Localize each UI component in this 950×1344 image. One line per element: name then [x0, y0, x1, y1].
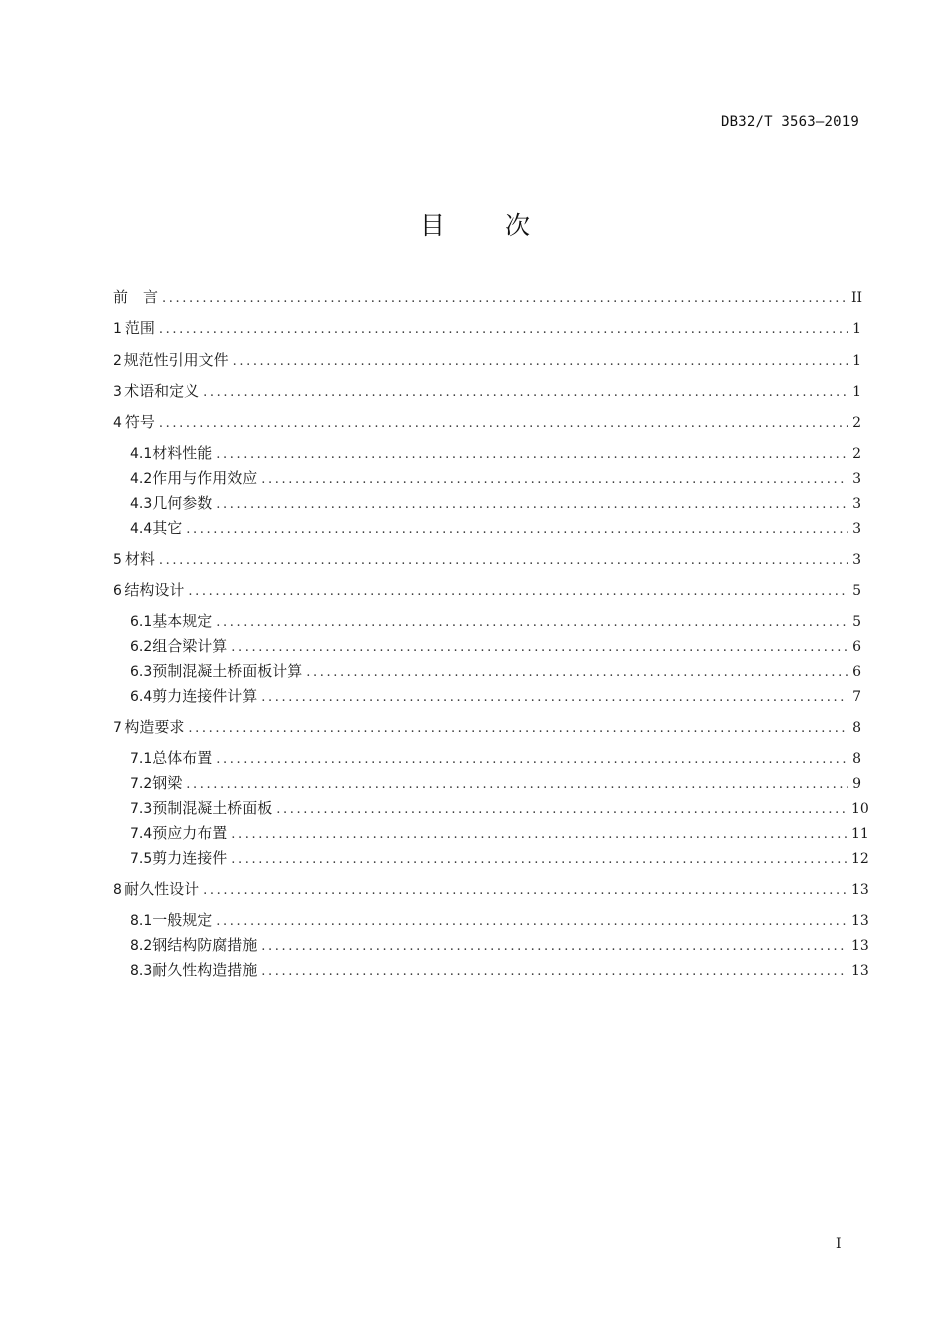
- toc-entry-page: 3: [852, 552, 861, 568]
- toc-entry-page: 6: [852, 664, 861, 680]
- toc-entry-number: 4: [113, 415, 122, 431]
- toc-entry-label: 结构设计: [124, 581, 185, 599]
- toc-entry-number: 8: [113, 882, 122, 898]
- toc-entry-page: 2: [852, 415, 861, 431]
- toc-leader: [186, 774, 848, 796]
- toc-entry-4-3[interactable]: [130, 492, 861, 514]
- toc-entry-number: 7.4: [130, 826, 153, 842]
- toc-entry-page: 2: [852, 446, 861, 462]
- toc-leader: [216, 749, 848, 771]
- toc-leader: [231, 824, 848, 846]
- toc-entry-foreword[interactable]: [113, 286, 861, 308]
- toc-entry-label: 几何参数: [152, 494, 213, 512]
- toc-entry-page: 9: [852, 776, 861, 792]
- toc-entry-4-1[interactable]: [130, 442, 861, 464]
- toc-entry-page: 10: [851, 801, 869, 817]
- title-char-2: 次: [504, 211, 530, 240]
- toc-entry-number: 2: [113, 353, 122, 369]
- toc-entry-4[interactable]: [113, 411, 861, 433]
- toc-entry-number: 6.3: [130, 664, 153, 680]
- toc-entry-6-4[interactable]: [130, 685, 861, 707]
- toc-entry-number: 7.1: [130, 751, 153, 767]
- toc-leader: [203, 382, 848, 404]
- toc-entry-4-2[interactable]: [130, 467, 861, 489]
- toc-entry-4-4[interactable]: [130, 517, 861, 539]
- toc-entry-page: 5: [852, 614, 861, 630]
- toc-entry-number: 6.1: [130, 614, 153, 630]
- toc-entry-page: 8: [852, 720, 861, 736]
- toc-leader: [216, 911, 848, 933]
- toc-entry-number: 3: [113, 384, 122, 400]
- toc-entry-label: 一般规定: [152, 911, 213, 929]
- toc-entry-page: 13: [851, 882, 869, 898]
- toc-entry-label: 前 言: [113, 288, 159, 306]
- toc-entry-label: 总体布置: [152, 749, 213, 767]
- toc-entry-number: 4.4: [130, 521, 153, 537]
- toc-entry-6-2[interactable]: [130, 635, 861, 657]
- toc-entry-label: 术语和定义: [124, 382, 200, 400]
- toc-leader: [188, 581, 848, 603]
- toc-entry-page: 13: [851, 938, 869, 954]
- toc-leader: [233, 351, 848, 373]
- toc-leader: [159, 319, 848, 341]
- standard-code: DB32/T 3563—2019: [720, 114, 859, 130]
- toc-entry-5[interactable]: [113, 548, 861, 570]
- toc-entry-number: 5: [113, 552, 122, 568]
- toc-entry-number: 7.5: [130, 851, 153, 867]
- toc-entry-page: II: [851, 290, 863, 306]
- toc-entry-3[interactable]: [113, 380, 861, 402]
- toc-entry-number: 8.2: [130, 938, 153, 954]
- toc-entry-number: 4.1: [130, 446, 153, 462]
- toc-entry-7-4[interactable]: [130, 822, 869, 844]
- toc-entry-page: 13: [851, 963, 869, 979]
- toc-entry-label: 范围: [124, 319, 155, 337]
- toc-entry-7-2[interactable]: [130, 772, 861, 794]
- toc-entry-page: 8: [852, 751, 861, 767]
- toc-entry-1[interactable]: [113, 317, 861, 339]
- toc-leader: [159, 550, 848, 572]
- toc-entry-label: 钢梁: [152, 774, 183, 792]
- toc-entry-page: 1: [852, 384, 861, 400]
- toc-entry-label: 预制混凝土桥面板计算: [152, 662, 303, 680]
- toc-leader: [216, 612, 848, 634]
- toc-entry-label: 预应力布置: [152, 824, 228, 842]
- toc-entry-8-3[interactable]: [130, 959, 869, 981]
- toc-entry-number: 4.2: [130, 471, 153, 487]
- toc-leader: [261, 936, 848, 958]
- toc-entry-6-3[interactable]: [130, 660, 861, 682]
- toc-entry-page: 3: [852, 496, 861, 512]
- toc-entry-number: 7.3: [130, 801, 153, 817]
- toc-entry-page: 5: [852, 583, 861, 599]
- toc-entry-label: 耐久性构造措施: [152, 961, 258, 979]
- title-char-1: 目: [420, 211, 446, 240]
- toc-entry-page: 12: [851, 851, 869, 867]
- toc-entry-page: 1: [852, 353, 861, 369]
- toc-entry-label: 作用与作用效应: [152, 469, 258, 487]
- toc-leader: [186, 519, 848, 541]
- toc-entry-2[interactable]: [113, 349, 861, 371]
- toc-entry-label: 符号: [124, 413, 155, 431]
- toc-entry-page: 6: [852, 639, 861, 655]
- toc-entry-number: 7: [113, 720, 122, 736]
- toc-leader: [306, 662, 848, 684]
- page-title: [0, 206, 950, 242]
- toc-entry-label: 剪力连接件: [152, 849, 228, 867]
- toc-entry-number: 6.2: [130, 639, 153, 655]
- toc-entry-label: 构造要求: [124, 718, 185, 736]
- toc-leader: [276, 799, 848, 821]
- toc-leader: [261, 961, 848, 983]
- toc-entry-7[interactable]: [113, 716, 861, 738]
- toc-entry-page: 1: [852, 321, 861, 337]
- toc-entry-8[interactable]: [113, 878, 869, 900]
- toc-entry-number: 1: [113, 321, 122, 337]
- toc-entry-number: 6: [113, 583, 122, 599]
- toc-entry-label: 剪力连接件计算: [152, 687, 258, 705]
- toc-entry-number: 8.3: [130, 963, 153, 979]
- footer-page-number: I: [836, 1236, 842, 1252]
- toc-entry-7-5[interactable]: [130, 847, 869, 869]
- toc-entry-7-3[interactable]: [130, 797, 869, 819]
- toc-entry-page: 7: [852, 689, 861, 705]
- toc-entry-number: 6.4: [130, 689, 153, 705]
- toc-entry-7-1[interactable]: [130, 747, 861, 769]
- toc-entry-label: 材料性能: [152, 444, 213, 462]
- toc-entry-page: 13: [851, 913, 869, 929]
- toc-leader: [162, 288, 848, 310]
- toc-entry-8-1[interactable]: [130, 909, 869, 931]
- toc-leader: [188, 718, 848, 740]
- toc-entry-label: 钢结构防腐措施: [152, 936, 258, 954]
- toc-leader: [159, 413, 848, 435]
- toc-entry-label: 其它: [152, 519, 183, 537]
- toc-leader: [231, 637, 848, 659]
- toc-entry-label: 材料: [124, 550, 155, 568]
- toc-entry-number: 7.2: [130, 776, 153, 792]
- toc-entry-page: 3: [852, 471, 861, 487]
- toc-entry-page: 3: [852, 521, 861, 537]
- toc-entry-6[interactable]: [113, 579, 861, 601]
- toc-entry-page: 11: [851, 826, 869, 842]
- toc-leader: [216, 444, 848, 466]
- toc-leader: [203, 880, 848, 902]
- toc-entry-label: 规范性引用文件: [123, 351, 229, 369]
- toc-leader: [261, 469, 848, 491]
- toc-entry-label: 组合梁计算: [152, 637, 228, 655]
- toc-leader: [216, 494, 848, 516]
- toc-entry-label: 耐久性设计: [124, 880, 200, 898]
- toc-leader: [261, 687, 848, 709]
- toc-entry-6-1[interactable]: [130, 610, 861, 632]
- toc-entry-label: 基本规定: [152, 612, 213, 630]
- toc-entry-number: 8.1: [130, 913, 153, 929]
- toc-leader: [231, 849, 848, 871]
- toc-entry-label: 预制混凝土桥面板: [152, 799, 273, 817]
- toc-entry-8-2[interactable]: [130, 934, 869, 956]
- toc-entry-number: 4.3: [130, 496, 153, 512]
